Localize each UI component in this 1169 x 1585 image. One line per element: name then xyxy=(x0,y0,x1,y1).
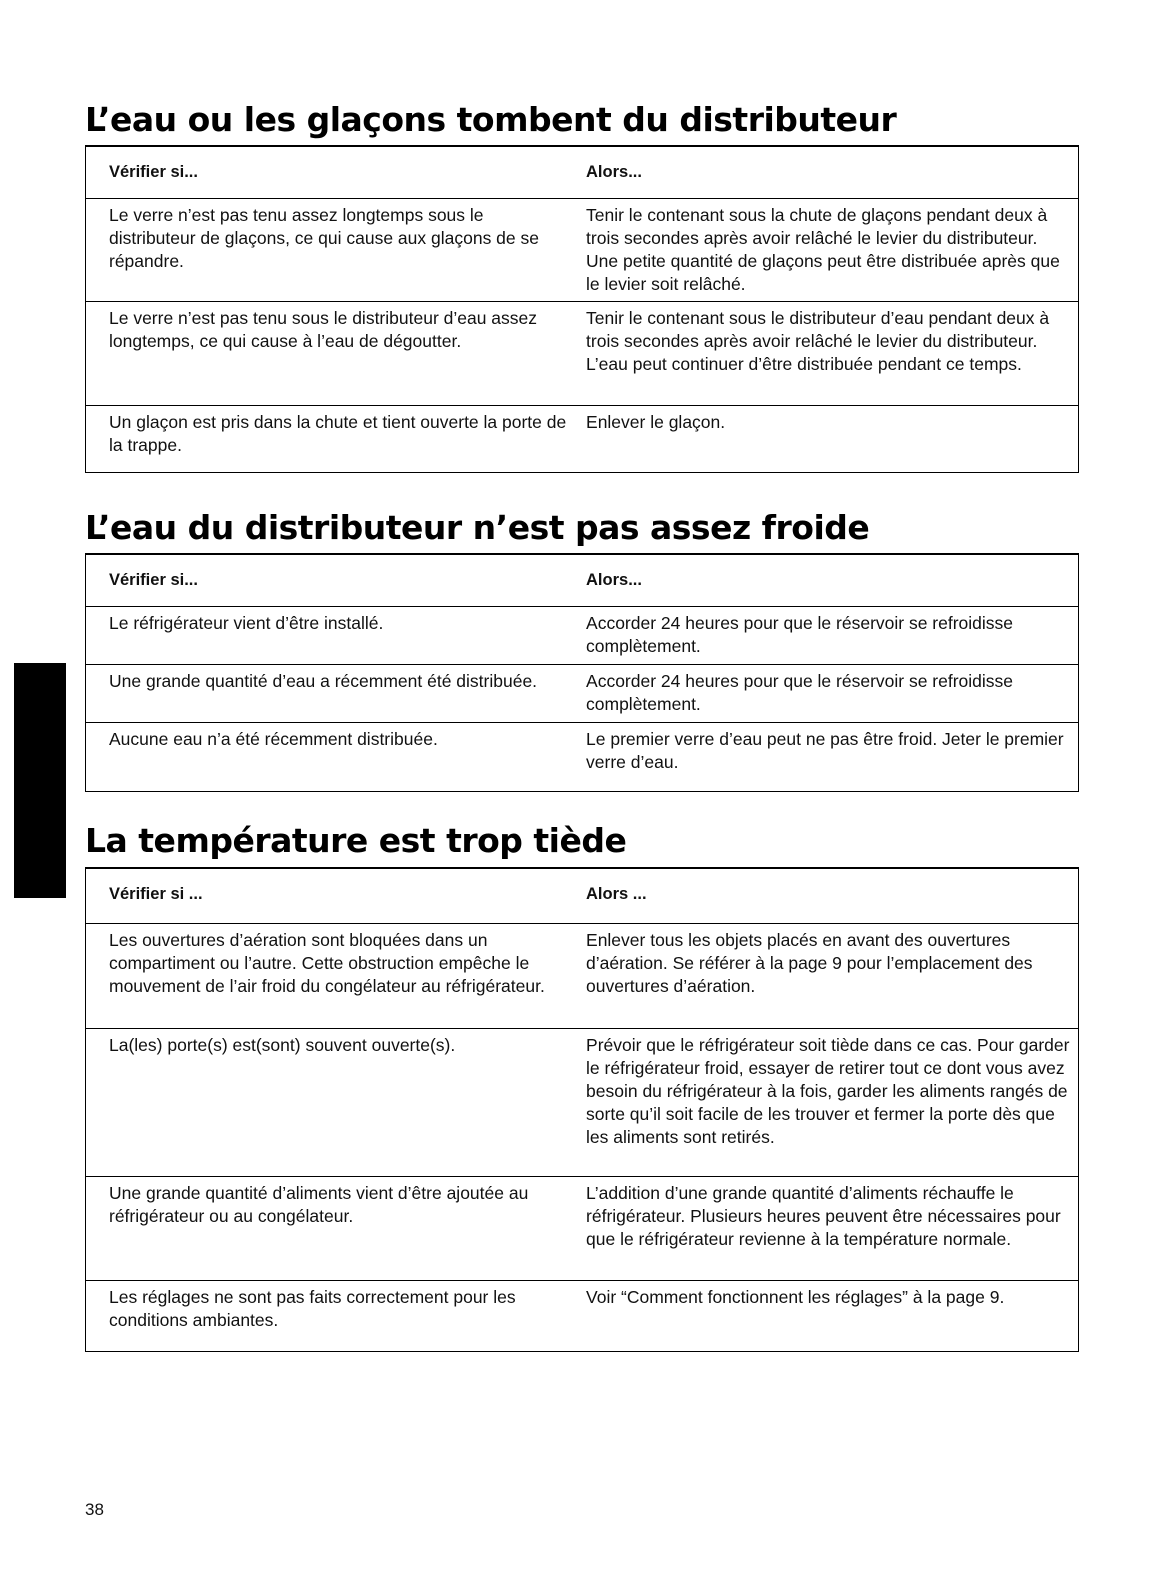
then-cell: Accorder 24 heures pour que le réservoir se refroidisse complètement. xyxy=(586,613,1014,656)
table-row xyxy=(86,1029,1078,1177)
table-row xyxy=(86,924,1078,1029)
table-row xyxy=(86,607,1078,665)
column-header-then: Alors ... xyxy=(586,885,647,903)
table-row xyxy=(86,665,1078,723)
then-cell: Enlever tous les objets placés en avant des ouvertures d’aération. Se référer à la page 9 pour l’emplacement des ouvertures d’aération. xyxy=(586,930,1033,996)
then-cell: L’addition d’une grande quantité d’aliments réchauffe le réfrigérateur. Plusieurs heures peuvent être nécessaires pour que le réfrigérateur revienne à la température normale. xyxy=(586,1183,1061,1249)
then-cell: Le premier verre d’eau peut ne pas être froid. Jeter le premier verre d’eau. xyxy=(586,729,1064,772)
then-cell: Tenir le contenant sous la chute de glaçons pendant deux à trois secondes après avoir relâché le levier du distributeur. Une petite quantité de glaçons peut être distribuée après que le levier soit relâché. xyxy=(586,205,1060,294)
table-row xyxy=(86,723,1078,791)
then-cell: Voir “Comment fonctionnent les réglages” à la page 9. xyxy=(586,1287,1005,1307)
section-title: L’eau ou les glaçons tombent du distributeur xyxy=(85,100,897,139)
then-cell: Tenir le contenant sous le distributeur d’eau pendant deux à trois secondes après avoir relâché le levier du distributeur. L’eau peut continuer d’être distribuée pendant ce temps. xyxy=(586,308,1050,374)
column-header-check: Vérifier si ... xyxy=(109,885,203,903)
check-cell: Le réfrigérateur vient d’être installé. xyxy=(109,613,384,633)
table-header-row xyxy=(86,147,1078,199)
check-cell: Le verre n’est pas tenu sous le distributeur d’eau assez longtemps, ce qui cause à l’eau de dégoutter. xyxy=(109,308,538,351)
then-cell: Enlever le glaçon. xyxy=(586,412,726,432)
column-header-check: Vérifier si... xyxy=(109,163,198,181)
section-title: La température est trop tiède xyxy=(85,821,627,860)
check-cell: Aucune eau n’a été récemment distribuée. xyxy=(109,729,438,749)
then-cell: Prévoir que le réfrigérateur soit tiède dans ce cas. Pour garder le réfrigérateur froid, essayer de retirer tout ce dont vous avez besoin du réfrigérateur à la fois, garder les aliments rangés de sorte qu’il soit facile de les trouver et fermer la porte dès que les aliments sont retirés. xyxy=(586,1035,1070,1147)
section-title: L’eau du distributeur n’est pas assez froide xyxy=(85,508,870,547)
column-header-check: Vérifier si... xyxy=(109,571,198,589)
check-cell: La(les) porte(s) est(sont) souvent ouverte(s). xyxy=(109,1035,456,1055)
table-row xyxy=(86,199,1078,302)
troubleshooting-table xyxy=(85,553,1079,792)
table-row xyxy=(86,302,1078,406)
column-header-then: Alors... xyxy=(586,163,642,181)
section-tab-marker xyxy=(14,663,66,898)
check-cell: Les ouvertures d’aération sont bloquées dans un compartiment ou l’autre. Cette obstruction empêche le mouvement de l’air froid du congélateur au réfrigérateur. xyxy=(109,930,545,996)
page-number: 38 xyxy=(85,1500,104,1519)
troubleshooting-table xyxy=(85,867,1079,1352)
column-header-then: Alors... xyxy=(586,571,642,589)
check-cell: Les réglages ne sont pas faits correctement pour les conditions ambiantes. xyxy=(109,1287,516,1330)
table-header-row xyxy=(86,555,1078,607)
table-header-row xyxy=(86,869,1078,924)
check-cell: Un glaçon est pris dans la chute et tient ouverte la porte de la trappe. xyxy=(109,412,567,455)
troubleshooting-table xyxy=(85,145,1079,473)
check-cell: Une grande quantité d’eau a récemment été distribuée. xyxy=(109,671,538,691)
then-cell: Accorder 24 heures pour que le réservoir se refroidisse complètement. xyxy=(586,671,1014,714)
check-cell: Le verre n’est pas tenu assez longtemps sous le distributeur de glaçons, ce qui cause aux glaçons de se répandre. xyxy=(109,205,539,271)
check-cell: Une grande quantité d’aliments vient d’être ajoutée au réfrigérateur ou au congélateur. xyxy=(109,1183,529,1226)
table-row xyxy=(86,1281,1078,1351)
table-row xyxy=(86,406,1078,472)
table-row xyxy=(86,1177,1078,1281)
